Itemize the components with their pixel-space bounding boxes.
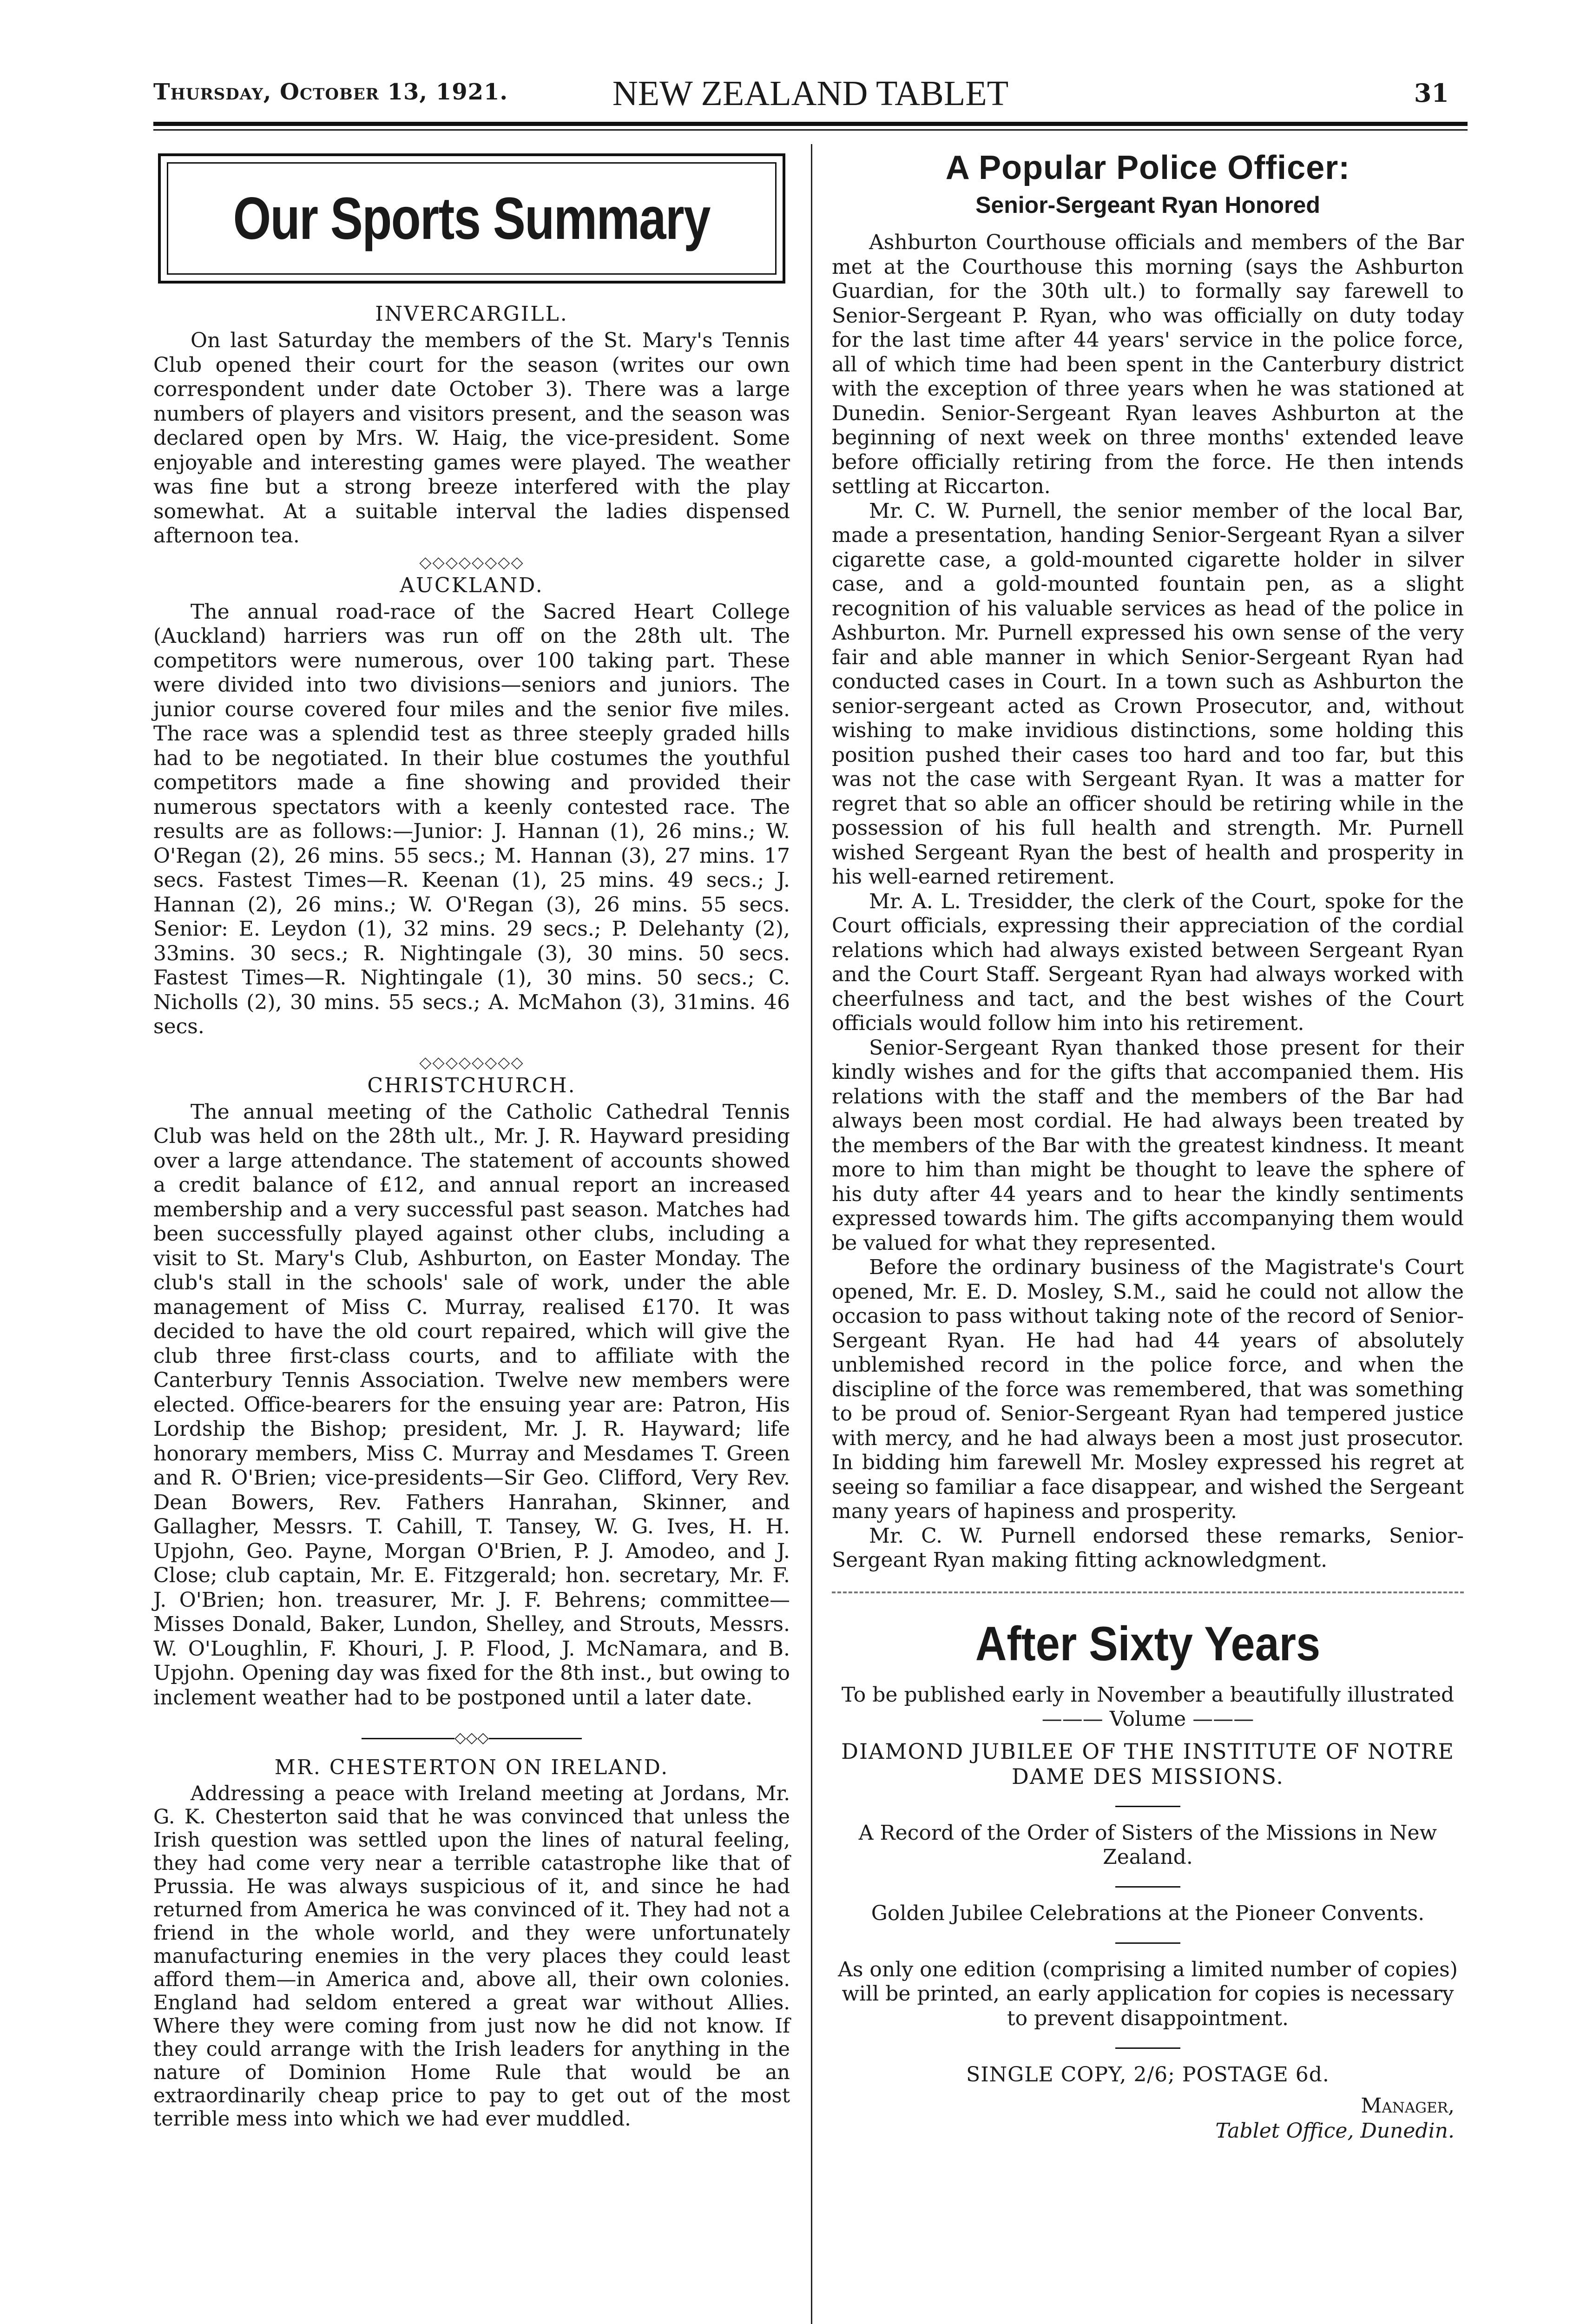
left-column xyxy=(153,144,790,2131)
section-place-heading: CHRISTCHURCH. xyxy=(367,1073,576,1097)
manager-label: Manager, xyxy=(1361,2094,1455,2118)
christchurch-section xyxy=(153,1074,790,1710)
section-place-heading: INVERCARGILL. xyxy=(375,302,568,326)
ornament-divider: ◇◇◇◇◇◇◇◇ xyxy=(419,553,524,572)
dashed-divider xyxy=(832,1591,1464,1593)
advert-volume: ——— Volume ——— xyxy=(1041,1707,1254,1731)
article-paragraph: Addressing a peace with Ireland meeting at Jordans, Mr. G. K. Chesterton said that he was convinced that unless the Irish question was settled upon the lines of natural feeling, they had come very near a terrible catastrophe like that of Prussia. He was always suspicious of it, and since he had returned from America he was convinced of it. They had not a friend in the whole world, and they were unfortunately manufacturing enemies in the very places they could least afford them—in America and, above all, their own colonies. England had seldom entered a great war without Allies. Where they were coming from just now he did not know. If they could arrange with the Irish leaders for anything in the nature of Dominion Home Rule that would be an extraordinarily cheap price to pay to get out of the most terrible mess into which we had ever muddled. xyxy=(153,1782,790,2131)
chesterton-article xyxy=(153,1756,790,2131)
advert-signature xyxy=(832,2093,1455,2144)
sports-summary-title: Our Sports Summary xyxy=(233,185,711,252)
article-paragraph: Before the ordinary business of the Magistrate's Court opened, Mr. E. D. Mosley, S.M., said he could not allow the occasion to pass without taking note of the record of Senior-Sergeant Ryan. He had had 44 years of absolutely unblemished record in the police force, and when the discipline of the force was remembered, that was something to be proud of. Senior-Sergeant Ryan had tempered justice with mercy, and he had always been a most just prosecutor. In bidding him farewell Mr. Mosley expressed his regret at seeing so familiar a face disappear, and wished the Sergeant many years of hapiness and prosperity. xyxy=(832,1255,1464,1523)
issue-date: Thursday, October 13, 1921. xyxy=(153,79,508,105)
article-paragraph: Mr. A. L. Tresidder, the clerk of the Court, spoke for the Court officials, expressing their appreciation of the cordial relations which had always existed between Sergeant Ryan and the Court Staff. Sergeant Ryan had always worked with cheerfulness and tact, and the best wishes of the Court officials would follow him into his retirement. xyxy=(832,889,1464,1035)
ornament-divider: ◇◇◇◇◇◇◇◇ xyxy=(419,1053,524,1072)
short-rule xyxy=(1115,1806,1180,1807)
advert-title: DIAMOND JUBILEE OF THE INSTITUTE OF NOTRE DAME DES MISSIONS. xyxy=(841,1738,1455,1789)
invercargill-section xyxy=(153,302,790,548)
auckland-section xyxy=(153,574,790,1039)
advert-edition-note: As only one edition (comprising a limited number of copies) will be printed, an early application for copies is necessary to prevent disappointment. xyxy=(838,1957,1458,2030)
page-header xyxy=(153,70,1468,121)
article-subheadline: Senior-Sergeant Ryan Honored xyxy=(975,192,1320,218)
section-paragraph: The annual meeting of the Catholic Cathedral Tennis Club was held on the 28th ult., Mr. J. R. Hayward presiding over a large attendance. The statement of accounts showed a credit balance of £12, and annual report an increased membership and a very successful past season. Matches had been successfully played against other clubs, including a visit to St. Mary's Club, Ashburton, on Easter Monday. The club's stall in the schools' sale of work, under the able management of Miss C. Murray, realised £170. It was decided to have the old court repaired, which will give the club three first-class courts, and to affiliate with the Canterbury Tennis Association. Twelve new members were elected. Office-bearers for the ensuing year are: Patron, His Lordship the Bishop; president, Mr. J. R. Hayward; life honorary members, Miss C. Murray and Mesdames T. Green and R. O'Brien; vice-presidents—Sir Geo. Clifford, Very Rev. Dean Bowers, Rev. Fathers Hanrahan, Skinner, and Gallagher, Messrs. T. Cahill, T. Tansey, W. G. Ives, H. H. Upjohn, Geo. Payne, Morgan O'Brien, P. J. Amodeo, and J. Close; club captain, Mr. E. Fitzgerald; hon. secretary, Mr. F. J. O'Brien; hon. treasurer, Mr. J. F. Behrens; committee—Misses Donald, Baker, Lundon, Shelley, and Strouts, Messrs. W. O'Loughlin, F. Khouri, J. P. Flood, J. McNamara, and B. Upjohn. Opening day was fixed for the 8th inst., but owing to inclement weather had to be postponed until a later date. xyxy=(153,1100,790,1710)
advert-headline: After Sixty Years xyxy=(975,1617,1321,1671)
section-paragraph: The annual road-race of the Sacred Heart College (Auckland) harriers was run off on the 28th ult. The competitors were numerous, over 100 taking part. These were divided into two divisions—seniors and juniors. The junior course covered four miles and the senior five miles. The race was a splendid test as three steeply graded hills had to be negotiated. In their blue costumes the youthful competitors made a fine showing and provided their numerous spectators with a keenly contested race. The results are as follows:—Junior: J. Hannan (1), 26 mins.; W. O'Regan (2), 26 mins. 55 secs.; M. Hannan (3), 27 mins. 17 secs. Fastest Times—R. Keenan (1), 25 mins. 49 secs.; J. Hannan (2), 26 mins.; W. O'Regan (3), 26 mins. 55 secs. Senior: E. Leydon (1), 32 mins. 29 secs.; P. Delehanty (2), 33mins. 30 secs.; R. Nightingale (3), 30 mins. 50 secs. Fastest Times—R. Nightingale (1), 30 mins. 50 secs.; C. Nicholls (2), 30 mins. 55 secs.; A. McMahon (3), 31mins. 46 secs. xyxy=(153,600,790,1038)
sports-summary-banner xyxy=(158,153,785,284)
advert-price: SINGLE COPY, 2/6; POSTAGE 6d. xyxy=(966,2063,1330,2086)
header-rule-thick xyxy=(153,122,1468,126)
header-rule-thin xyxy=(153,129,1468,131)
short-rule xyxy=(1115,1942,1180,1944)
section-paragraph: On last Saturday the members of the St. Mary's Tennis Club opened their court for the season (writes our own correspondent under date October 3). There was a large numbers of players and visitors present, and the season was declared open by Mrs. W. Haig, the vice-president. Some enjoyable and interesting games were played. The weather was fine but a strong breeze interfered with the play somewhat. At a suitable interval the ladies dispensed afternoon tea. xyxy=(153,329,790,548)
column-divider xyxy=(811,144,812,2324)
article-paragraph: Mr. C. W. Purnell, the senior member of the local Bar, made a presentation, handing Senior-Sergeant Ryan a silver cigarette case, a gold-mounted cigarette holder in silver case, and a gold-mounted fountain pen, as a slight recognition of his valuable services as head of the police in Ashburton. Mr. Purnell expressed his own sense of the very fair and able manner in which Senior-Sergeant Ryan had conducted cases in Court. In a town such as Ashburton the senior-sergeant acted as Crown Prosecutor, and, without wishing to make invidious distinctions, some holding this position pushed their cases too hard and too far, but this was not the case with Sergeant Ryan. It was a matter for regret that so able an officer should be retiring while in the possession of his full health and strength. Mr. Purnell wished Sergeant Ryan the best of health and prosperity in his well-earned retirement. xyxy=(832,499,1464,889)
short-rule xyxy=(1115,1886,1180,1888)
article-heading: MR. CHESTERTON ON IRELAND. xyxy=(274,1756,669,1779)
jubilee-advertisement xyxy=(832,1617,1464,2144)
advert-record: A Record of the Order of Sisters of the Missions in New Zealand. xyxy=(858,1821,1437,1869)
article-paragraph: Mr. C. W. Purnell endorsed these remarks, Senior-Sergeant Ryan making fitting acknowledgment. xyxy=(832,1524,1464,1572)
article-paragraph: Ashburton Courthouse officials and members of the Bar met at the Courthouse this morning (says the Ashburton Guardian, for the 30th ult.) to formally say farewell to Senior-Sergeant P. Ryan, who was officially on duty today for the last time after 44 years' service in the police force, all of which time had been spent in the Canterbury district with the exception of three years when he was stationed at Dunedin. Senior-Sergeant Ryan leaves Ashburton at the beginning of next week on three months' extended leave before officially retiring from the force. He then intends settling at Riccarton. xyxy=(832,231,1464,498)
right-column xyxy=(832,144,1464,2144)
advert-golden-jubilee: Golden Jubilee Celebrations at the Pioneer Convents. xyxy=(871,1901,1425,1925)
line-ornament-divider: ◇◇◇ xyxy=(153,1729,790,1746)
page-number: 31 xyxy=(1414,78,1449,108)
article-headline: A Popular Police Officer: xyxy=(945,149,1350,186)
advert-line: To be published early in November a beautifully illustrated xyxy=(841,1683,1455,1707)
article-paragraph: Senior-Sergeant Ryan thanked those present for their kindly wishes and for the gifts that accompanied them. His relations with the staff and the members of the Bar had always been most cordial. He had always been treated by the members of the Bar with the greatest kindness. It meant more to him than might be thought to leave the sphere of his duty after 44 years and to hear the kindly sentiments expressed towards him. The gifts accompanying them would be valued for what they represented. xyxy=(832,1036,1464,1255)
office-address: Tablet Office, Dunedin. xyxy=(1215,2119,1455,2143)
section-place-heading: AUCKLAND. xyxy=(400,573,544,597)
short-rule xyxy=(1115,2047,1180,2049)
masthead-title: NEW ZEALAND TABLET xyxy=(612,74,1009,113)
police-officer-article xyxy=(832,149,1464,1573)
